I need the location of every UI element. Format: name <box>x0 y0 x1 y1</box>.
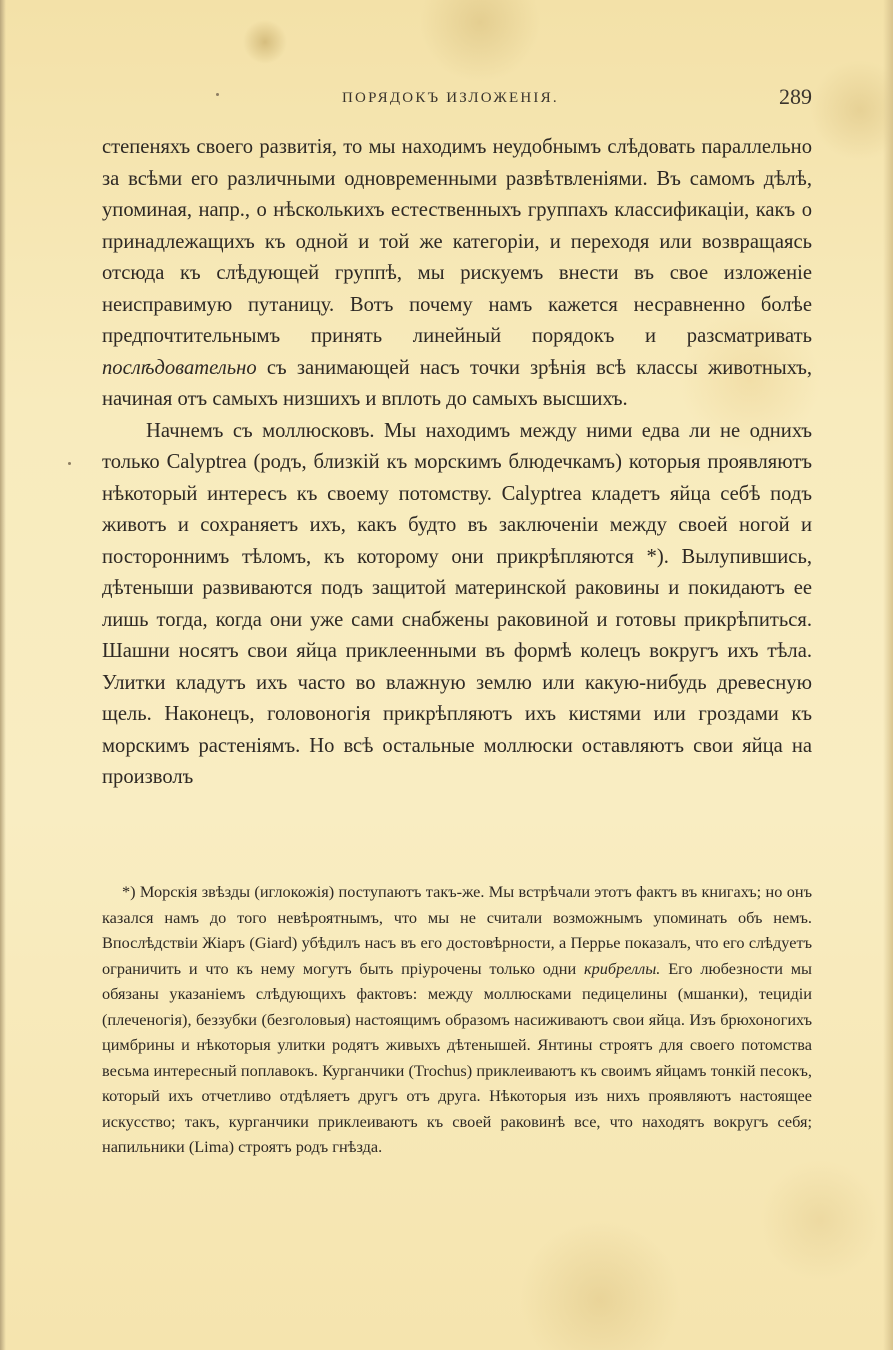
footnote-text-b: Его любезности мы обязаны указаніемъ слѣдующихъ фактовъ: между моллюсками педицелины (мшанки), тецидіи (плеченогія), беззубки (безголовыя) настоящимъ образомъ насиживаютъ свои яйца. Изъ брюхоногихъ цимбрины и нѣкоторыя улитки родятъ живыхъ дѣтенышей. Янтины строятъ для своего потомства весьма интересный поплавокъ. Курганчики (Trochus) приклеиваютъ къ своимъ яйцамъ тонкій песокъ, который ихъ отчетливо отдѣляетъ другъ отъ друга. Нѣкоторыя изъ нихъ проявляютъ настоящее искусство; такъ, курганчики приклеиваютъ къ своей раковинѣ все, что находятъ вокругъ себя; напильники (Lima) строятъ родъ гнѣзда. <box>102 958 812 1156</box>
page-left-edge <box>0 0 6 1350</box>
page-right-edge <box>883 0 893 1350</box>
main-text <box>102 132 812 794</box>
paragraph-1-text-a: степеняхъ своего развитія, то мы находимъ неудобнымъ слѣдовать параллельно за всѣми его различными одновременными развѣтвленіями. Въ самомъ дѣлѣ, упоминая, напр., о нѣсколькихъ естественныхъ группахъ классификаціи, какъ о принадлежащихъ къ одной и той же категоріи, и переходя или возвращаясь отсюда къ слѣдующей группѣ, мы рискуемъ внести въ свое изложеніе неисправимую путаницу. Вотъ почему намъ кажется несравненно болѣе предпочтительнымъ принять линейный порядокъ и разсматривать <box>102 136 812 347</box>
paragraph-2: Начнемъ съ моллюсковъ. Мы находимъ между ними едва ли не однихъ только Calyptrea (родъ, близкій къ морскимъ блюдечкамъ) которыя проявляютъ нѣкоторый интересъ къ своему потомству. Calyptrea кладетъ яйца себѣ подъ животъ и сохраняетъ ихъ, какъ будто въ заключеніи между своей ногой и постороннимъ тѣломъ, къ которому они прикрѣпляются *). Вылупившись, дѣтеныши развиваются подъ защитой материнской раковины и покидаютъ ее лишь тогда, когда они уже сами снабжены раковиной и готовы прикрѣпиться. Шашни носятъ свои яйца приклеенными въ формѣ колецъ вокругъ ихъ тѣла. Улитки кладутъ ихъ часто во влажную землю или какую-нибудь древесную щель. Наконецъ, головоногія прикрѣпляютъ ихъ кистями или гроздами къ морскимъ растеніямъ. Но всѣ остальные моллюски оставляютъ свои яйца на произволъ <box>102 419 812 788</box>
footnote-text-a: *) Морскія звѣзды (иглокожія) поступаютъ такъ-же. Мы встрѣчали этотъ фактъ въ книгахъ; но онъ казался намъ до того невѣроятнымъ, что мы не считали возможнымъ упоминать объ немъ. Впослѣдствіи Жіаръ (Giard) убѣдилъ насъ въ его достовѣрности, а Перрье показалъ, что его слѣдуетъ ограничить и что къ нему могутъ быть пріурочены только одни <box>102 882 812 978</box>
paragraph-1 <box>102 132 812 416</box>
page-number: 289 <box>779 84 812 109</box>
paragraph-1-emphasis: послѣдовательно <box>102 356 257 379</box>
footnote <box>102 879 812 1160</box>
paragraph-1-text-b: съ занимающей насъ точки зрѣнія всѣ классы животныхъ, начиная отъ самыхъ низшихъ и вплоть до самыхъ высшихъ. <box>102 356 812 410</box>
running-title: ПОРЯДОКЪ ИЗЛОЖЕНІЯ. <box>342 90 559 106</box>
footnote-paragraph <box>102 879 812 1160</box>
paper-speck <box>68 462 71 465</box>
running-head <box>102 84 812 114</box>
footnote-emphasis: крибреллы. <box>584 958 661 978</box>
